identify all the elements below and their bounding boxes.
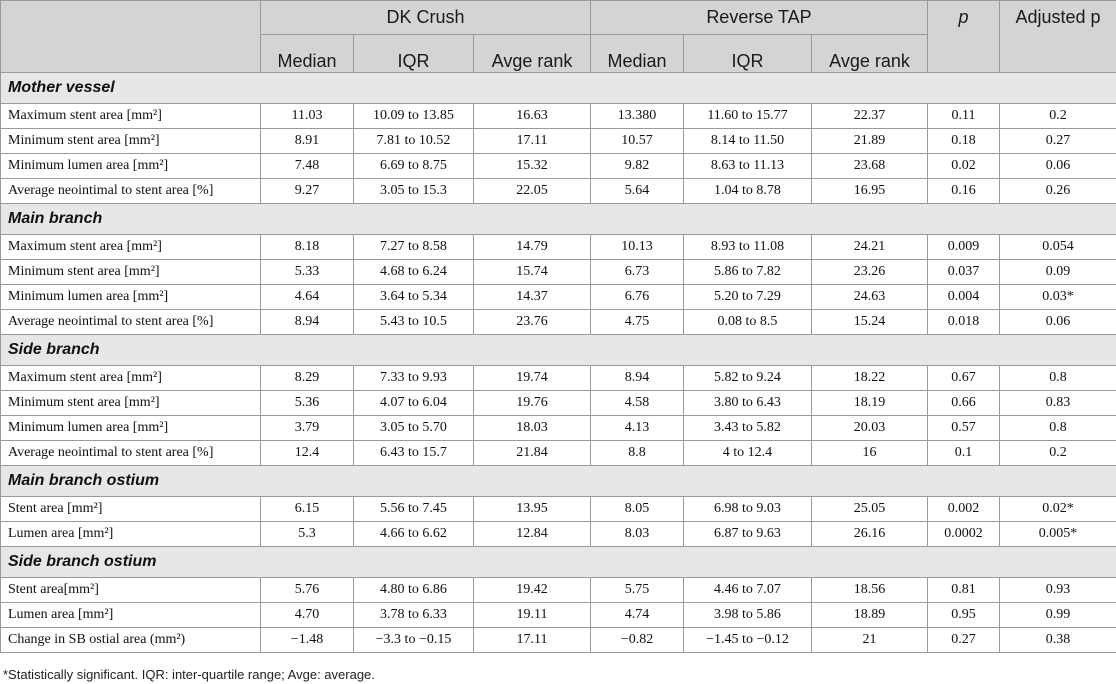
rtap-avge-rank-cell: 16	[812, 441, 928, 466]
dk-avge-rank-cell: 17.11	[474, 129, 591, 154]
rtap-iqr-cell: 11.60 to 15.77	[684, 104, 812, 129]
rtap-median-cell: 8.94	[591, 366, 684, 391]
table-row	[1, 366, 1116, 391]
p-value-cell: 0.002	[928, 497, 1000, 522]
p-value-cell: 0.11	[928, 104, 1000, 129]
adjusted-p-value-cell: 0.2	[1000, 104, 1116, 129]
rtap-iqr-cell: 5.86 to 7.82	[684, 260, 812, 285]
table-row	[1, 391, 1116, 416]
table-row	[1, 522, 1116, 547]
dk-median-cell: 12.4	[261, 441, 354, 466]
dk-avge-rank-cell: 21.84	[474, 441, 591, 466]
dk-iqr-cell: 5.56 to 7.45	[354, 497, 474, 522]
dk-median-cell: −1.48	[261, 628, 354, 653]
header-dk-median: Median	[261, 35, 354, 73]
header-p-value: p	[928, 1, 1000, 73]
header-rtap-avge-rank: Avge rank	[812, 35, 928, 73]
table-row	[1, 260, 1116, 285]
rtap-avge-rank-cell: 24.63	[812, 285, 928, 310]
rtap-iqr-cell: 4 to 12.4	[684, 441, 812, 466]
rtap-avge-rank-cell: 24.21	[812, 235, 928, 260]
rtap-iqr-cell: −1.45 to −0.12	[684, 628, 812, 653]
section-title: Mother vessel	[1, 73, 1116, 104]
p-value-cell: 0.004	[928, 285, 1000, 310]
dk-median-cell: 8.18	[261, 235, 354, 260]
dk-avge-rank-cell: 19.11	[474, 603, 591, 628]
rtap-iqr-cell: 6.98 to 9.03	[684, 497, 812, 522]
row-label-cell: Minimum stent area [mm²]	[1, 129, 261, 154]
dk-median-cell: 5.3	[261, 522, 354, 547]
rtap-avge-rank-cell: 18.22	[812, 366, 928, 391]
dk-avge-rank-cell: 19.42	[474, 578, 591, 603]
dk-median-cell: 7.48	[261, 154, 354, 179]
adjusted-p-value-cell: 0.8	[1000, 416, 1116, 441]
adjusted-p-value-cell: 0.38	[1000, 628, 1116, 653]
rtap-avge-rank-cell: 23.68	[812, 154, 928, 179]
dk-iqr-cell: −3.3 to −0.15	[354, 628, 474, 653]
dk-avge-rank-cell: 15.74	[474, 260, 591, 285]
rtap-iqr-cell: 0.08 to 8.5	[684, 310, 812, 335]
rtap-avge-rank-cell: 20.03	[812, 416, 928, 441]
table-row	[1, 603, 1116, 628]
rtap-avge-rank-cell: 15.24	[812, 310, 928, 335]
dk-avge-rank-cell: 15.32	[474, 154, 591, 179]
dk-iqr-cell: 5.43 to 10.5	[354, 310, 474, 335]
rtap-iqr-cell: 8.93 to 11.08	[684, 235, 812, 260]
p-value-cell: 0.67	[928, 366, 1000, 391]
header-reverse-tap: Reverse TAP	[591, 1, 928, 35]
table-row	[1, 441, 1116, 466]
dk-iqr-cell: 7.27 to 8.58	[354, 235, 474, 260]
rtap-median-cell: 9.82	[591, 154, 684, 179]
dk-iqr-cell: 3.64 to 5.34	[354, 285, 474, 310]
row-label-cell: Average neointimal to stent area [%]	[1, 310, 261, 335]
adjusted-p-value-cell: 0.09	[1000, 260, 1116, 285]
p-value-cell: 0.95	[928, 603, 1000, 628]
dk-median-cell: 8.94	[261, 310, 354, 335]
dk-iqr-cell: 6.69 to 8.75	[354, 154, 474, 179]
dk-iqr-cell: 3.78 to 6.33	[354, 603, 474, 628]
dk-avge-rank-cell: 12.84	[474, 522, 591, 547]
dk-avge-rank-cell: 14.79	[474, 235, 591, 260]
header-blank-cell	[1, 1, 261, 73]
adjusted-p-value-cell: 0.03*	[1000, 285, 1116, 310]
rtap-median-cell: 5.64	[591, 179, 684, 204]
dk-iqr-cell: 7.81 to 10.52	[354, 129, 474, 154]
section-header-row	[1, 466, 1116, 497]
dk-iqr-cell: 10.09 to 13.85	[354, 104, 474, 129]
table-row	[1, 235, 1116, 260]
adjusted-p-value-cell: 0.054	[1000, 235, 1116, 260]
table-body	[1, 73, 1116, 653]
dk-median-cell: 3.79	[261, 416, 354, 441]
adjusted-p-value-cell: 0.83	[1000, 391, 1116, 416]
row-label-cell: Lumen area [mm²]	[1, 522, 261, 547]
row-label-cell: Stent area[mm²]	[1, 578, 261, 603]
dk-avge-rank-cell: 19.74	[474, 366, 591, 391]
dk-median-cell: 6.15	[261, 497, 354, 522]
row-label-cell: Change in SB ostial area (mm²)	[1, 628, 261, 653]
dk-median-cell: 11.03	[261, 104, 354, 129]
rtap-median-cell: 8.05	[591, 497, 684, 522]
adjusted-p-value-cell: 0.8	[1000, 366, 1116, 391]
row-label-cell: Maximum stent area [mm²]	[1, 104, 261, 129]
header-dk-avge-rank: Avge rank	[474, 35, 591, 73]
rtap-median-cell: 4.13	[591, 416, 684, 441]
dk-avge-rank-cell: 18.03	[474, 416, 591, 441]
rtap-avge-rank-cell: 16.95	[812, 179, 928, 204]
adjusted-p-value-cell: 0.06	[1000, 310, 1116, 335]
table-row	[1, 285, 1116, 310]
rtap-median-cell: 13.380	[591, 104, 684, 129]
dk-median-cell: 9.27	[261, 179, 354, 204]
rtap-median-cell: 5.75	[591, 578, 684, 603]
rtap-median-cell: 10.57	[591, 129, 684, 154]
rtap-iqr-cell: 3.80 to 6.43	[684, 391, 812, 416]
section-header-row	[1, 547, 1116, 578]
dk-iqr-cell: 4.07 to 6.04	[354, 391, 474, 416]
table-row	[1, 416, 1116, 441]
row-label-cell: Average neointimal to stent area [%]	[1, 179, 261, 204]
adjusted-p-value-cell: 0.02*	[1000, 497, 1116, 522]
dk-iqr-cell: 4.66 to 6.62	[354, 522, 474, 547]
p-value-cell: 0.27	[928, 628, 1000, 653]
rtap-iqr-cell: 8.14 to 11.50	[684, 129, 812, 154]
adjusted-p-value-cell: 0.93	[1000, 578, 1116, 603]
p-value-cell: 0.037	[928, 260, 1000, 285]
rtap-iqr-cell: 8.63 to 11.13	[684, 154, 812, 179]
rtap-iqr-cell: 5.82 to 9.24	[684, 366, 812, 391]
section-header-row	[1, 335, 1116, 366]
header-dk-crush: DK Crush	[261, 1, 591, 35]
dk-avge-rank-cell: 14.37	[474, 285, 591, 310]
table-row	[1, 179, 1116, 204]
rtap-avge-rank-cell: 21	[812, 628, 928, 653]
rtap-median-cell: −0.82	[591, 628, 684, 653]
table-footnote: *Statistically significant. IQR: inter-quartile range; Avge: average.	[3, 667, 375, 682]
table-row	[1, 129, 1116, 154]
row-label-cell: Maximum stent area [mm²]	[1, 235, 261, 260]
dk-avge-rank-cell: 23.76	[474, 310, 591, 335]
rtap-avge-rank-cell: 25.05	[812, 497, 928, 522]
dk-iqr-cell: 4.68 to 6.24	[354, 260, 474, 285]
header-rtap-iqr: IQR	[684, 35, 812, 73]
dk-median-cell: 4.70	[261, 603, 354, 628]
rtap-avge-rank-cell: 26.16	[812, 522, 928, 547]
p-value-cell: 0.16	[928, 179, 1000, 204]
p-value-cell: 0.18	[928, 129, 1000, 154]
dk-median-cell: 5.36	[261, 391, 354, 416]
dk-median-cell: 8.29	[261, 366, 354, 391]
p-value-cell: 0.02	[928, 154, 1000, 179]
dk-median-cell: 5.76	[261, 578, 354, 603]
dk-avge-rank-cell: 17.11	[474, 628, 591, 653]
rtap-median-cell: 6.73	[591, 260, 684, 285]
table-row	[1, 104, 1116, 129]
dk-avge-rank-cell: 13.95	[474, 497, 591, 522]
dk-median-cell: 5.33	[261, 260, 354, 285]
section-header-row	[1, 204, 1116, 235]
rtap-median-cell: 4.74	[591, 603, 684, 628]
row-label-cell: Minimum stent area [mm²]	[1, 260, 261, 285]
table-row	[1, 310, 1116, 335]
rtap-iqr-cell: 1.04 to 8.78	[684, 179, 812, 204]
header-adjusted-p: Adjusted p	[1000, 1, 1116, 73]
adjusted-p-value-cell: 0.2	[1000, 441, 1116, 466]
rtap-iqr-cell: 5.20 to 7.29	[684, 285, 812, 310]
rtap-median-cell: 8.03	[591, 522, 684, 547]
header-rtap-median: Median	[591, 35, 684, 73]
rtap-median-cell: 6.76	[591, 285, 684, 310]
rtap-avge-rank-cell: 18.19	[812, 391, 928, 416]
rtap-median-cell: 4.58	[591, 391, 684, 416]
table-row	[1, 628, 1116, 653]
rtap-median-cell: 4.75	[591, 310, 684, 335]
rtap-iqr-cell: 4.46 to 7.07	[684, 578, 812, 603]
dk-median-cell: 4.64	[261, 285, 354, 310]
rtap-avge-rank-cell: 18.89	[812, 603, 928, 628]
rtap-median-cell: 10.13	[591, 235, 684, 260]
header-dk-iqr: IQR	[354, 35, 474, 73]
dk-iqr-cell: 3.05 to 5.70	[354, 416, 474, 441]
dk-avge-rank-cell: 19.76	[474, 391, 591, 416]
adjusted-p-value-cell: 0.27	[1000, 129, 1116, 154]
dk-iqr-cell: 3.05 to 15.3	[354, 179, 474, 204]
row-label-cell: Stent area [mm²]	[1, 497, 261, 522]
rtap-avge-rank-cell: 21.89	[812, 129, 928, 154]
p-value-cell: 0.57	[928, 416, 1000, 441]
dk-avge-rank-cell: 22.05	[474, 179, 591, 204]
p-value-cell: 0.018	[928, 310, 1000, 335]
table-row	[1, 154, 1116, 179]
dk-iqr-cell: 7.33 to 9.93	[354, 366, 474, 391]
row-label-cell: Lumen area [mm²]	[1, 603, 261, 628]
row-label-cell: Minimum stent area [mm²]	[1, 391, 261, 416]
section-title: Side branch	[1, 335, 1116, 366]
dk-iqr-cell: 4.80 to 6.86	[354, 578, 474, 603]
dk-avge-rank-cell: 16.63	[474, 104, 591, 129]
table-row	[1, 497, 1116, 522]
p-value-cell: 0.66	[928, 391, 1000, 416]
row-label-cell: Maximum stent area [mm²]	[1, 366, 261, 391]
section-title: Side branch ostium	[1, 547, 1116, 578]
adjusted-p-value-cell: 0.99	[1000, 603, 1116, 628]
table-row	[1, 578, 1116, 603]
rtap-iqr-cell: 6.87 to 9.63	[684, 522, 812, 547]
section-title: Main branch ostium	[1, 466, 1116, 497]
rtap-avge-rank-cell: 18.56	[812, 578, 928, 603]
p-value-cell: 0.0002	[928, 522, 1000, 547]
p-value-cell: 0.1	[928, 441, 1000, 466]
rtap-iqr-cell: 3.98 to 5.86	[684, 603, 812, 628]
rtap-avge-rank-cell: 23.26	[812, 260, 928, 285]
row-label-cell: Minimum lumen area [mm²]	[1, 416, 261, 441]
section-header-row	[1, 73, 1116, 104]
rtap-median-cell: 8.8	[591, 441, 684, 466]
p-value-cell: 0.009	[928, 235, 1000, 260]
row-label-cell: Average neointimal to stent area [%]	[1, 441, 261, 466]
dk-median-cell: 8.91	[261, 129, 354, 154]
adjusted-p-value-cell: 0.26	[1000, 179, 1116, 204]
adjusted-p-value-cell: 0.005*	[1000, 522, 1116, 547]
dk-iqr-cell: 6.43 to 15.7	[354, 441, 474, 466]
p-value-cell: 0.81	[928, 578, 1000, 603]
rtap-avge-rank-cell: 22.37	[812, 104, 928, 129]
row-label-cell: Minimum lumen area [mm²]	[1, 154, 261, 179]
rtap-iqr-cell: 3.43 to 5.82	[684, 416, 812, 441]
section-title: Main branch	[1, 204, 1116, 235]
row-label-cell: Minimum lumen area [mm²]	[1, 285, 261, 310]
adjusted-p-value-cell: 0.06	[1000, 154, 1116, 179]
